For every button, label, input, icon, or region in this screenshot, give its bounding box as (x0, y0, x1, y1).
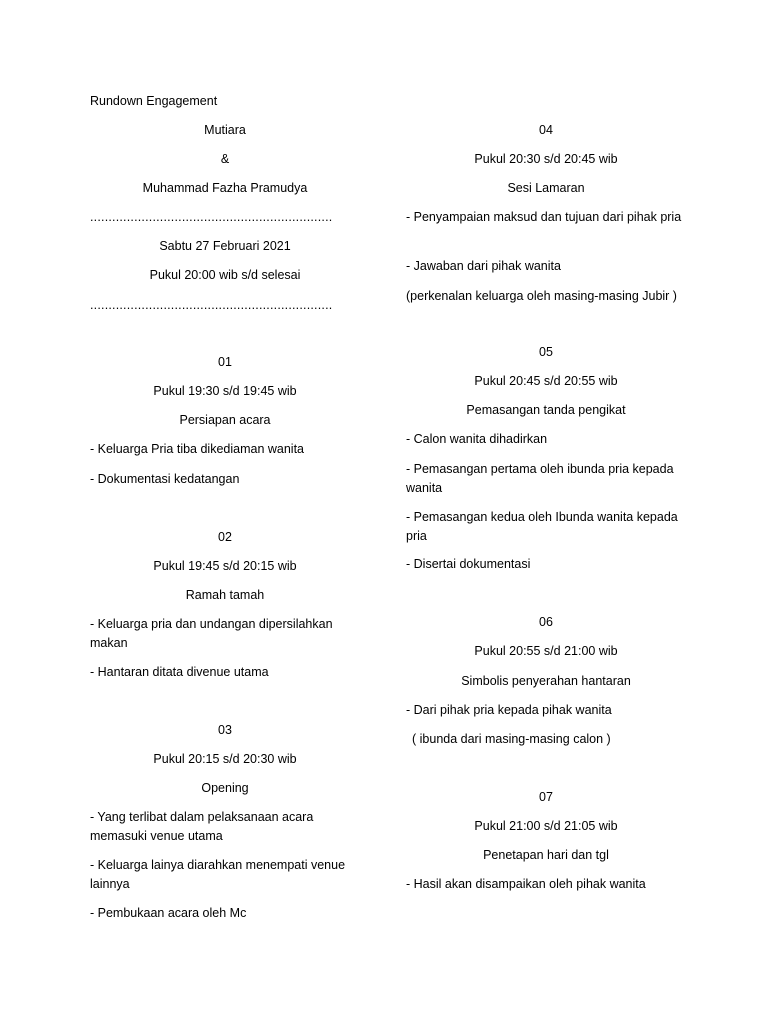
section-02-title: Ramah tamah (185, 588, 265, 602)
section-03-number: 03 (218, 723, 232, 737)
section-04-item: - Jawaban dari pihak wanita (406, 259, 561, 273)
section-05-time: Pukul 20:45 s/d 20:55 wib (474, 374, 618, 388)
section-05-title: Pemasangan tanda pengikat (466, 403, 626, 417)
section-01-item: - Keluarga Pria tiba dikediaman wanita (90, 442, 305, 456)
groom-name: Muhammad Fazha Pramudya (142, 181, 308, 195)
section-07-time: Pukul 21:00 s/d 21:05 wib (474, 819, 618, 833)
section-05-item: - Pemasangan pertama oleh ibunda pria kepada wanita (406, 462, 674, 495)
section-02-item: - Hantaran ditata divenue utama (90, 665, 269, 679)
section-06-time: Pukul 20:55 s/d 21:00 wib (474, 644, 618, 658)
section-01-item: - Dokumentasi kedatangan (90, 472, 240, 486)
divider-top: .................................................................. (90, 210, 333, 224)
section-02-number: 02 (218, 530, 232, 544)
section-04-item: (perkenalan keluarga oleh masing-masing Jubir ) (406, 289, 677, 303)
section-05-item: - Disertai dokumentasi (406, 557, 531, 571)
section-03-item: - Keluarga lainya diarahkan menempati venue lainnya (90, 858, 346, 891)
section-06-item: ( ibunda dari masing-masing calon ) (412, 732, 611, 746)
section-02-item: - Keluarga pria dan undangan dipersilahkan makan (90, 617, 333, 650)
ampersand: & (220, 152, 230, 166)
section-07-item: - Hasil akan disampaikan oleh pihak wanita (406, 877, 646, 891)
section-04-item: - Penyampaian maksud dan tujuan dari pihak pria (406, 210, 682, 224)
section-02-time: Pukul 19:45 s/d 20:15 wib (153, 559, 297, 573)
section-01-time: Pukul 19:30 s/d 19:45 wib (153, 384, 297, 398)
section-07-number: 07 (539, 790, 553, 804)
section-01-number: 01 (218, 355, 232, 369)
document-title: Rundown Engagement (90, 94, 218, 108)
section-07-title: Penetapan hari dan tgl (483, 848, 609, 862)
section-06-number: 06 (539, 615, 553, 629)
divider-bottom: .................................................................. (90, 298, 333, 312)
section-03-title: Opening (201, 781, 249, 795)
bride-name: Mutiara (204, 123, 246, 137)
event-time: Pukul 20:00 wib s/d selesai (149, 268, 301, 282)
section-03-item: - Pembukaan acara oleh Mc (90, 906, 247, 920)
section-05-item: - Pemasangan kedua oleh Ibunda wanita kepada pria (406, 510, 678, 543)
section-04-title: Sesi Lamaran (507, 181, 585, 195)
event-date: Sabtu 27 Februari 2021 (159, 239, 291, 253)
section-01-title: Persiapan acara (179, 413, 271, 427)
section-05-number: 05 (539, 345, 553, 359)
section-04-time: Pukul 20:30 s/d 20:45 wib (474, 152, 618, 166)
section-03-item: - Yang terlibat dalam pelaksanaan acara memasuki venue utama (90, 810, 314, 843)
section-06-item: - Dari pihak pria kepada pihak wanita (406, 703, 612, 717)
section-03-time: Pukul 20:15 s/d 20:30 wib (153, 752, 297, 766)
section-06-title: Simbolis penyerahan hantaran (461, 674, 631, 688)
section-04-number: 04 (539, 123, 553, 137)
section-05-item: - Calon wanita dihadirkan (406, 432, 548, 446)
